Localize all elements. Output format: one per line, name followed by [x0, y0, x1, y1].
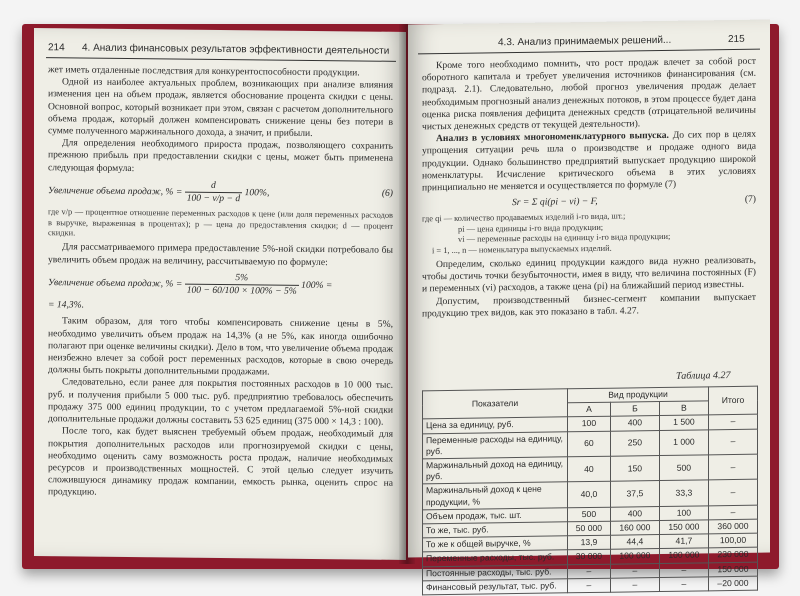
right-page — [408, 19, 770, 593]
header-product-type: Вид продукции — [568, 387, 709, 403]
table-cell: 400 — [610, 506, 659, 521]
table-cell: 40 — [568, 456, 611, 482]
table-row-label: Маржинальный доход на единицу, руб. — [423, 457, 568, 484]
table-row-label: То же, тыс. руб. — [423, 522, 568, 538]
table-cell: 100 000 — [610, 549, 659, 564]
table-cell: – — [708, 415, 757, 430]
table-cell: – — [708, 505, 757, 520]
table-cell: 100 — [659, 506, 708, 521]
table-cell: –20 000 — [708, 576, 757, 591]
table-row-label: Финансовый результат, тыс. руб. — [423, 579, 568, 595]
right-header-rule — [418, 49, 760, 55]
paragraph: После того, как будет выяснен требуемый объем продаж, необходимый для покрытия дополнительных расходов или прогнозируемой скидки с цены, необходимо оценить саму возможность роста продаж, наличие необходимых ресурсов и производственных мощностей. С этой целью следует изучить сложившуюся динамику продаж компании, емкость рынка, оценить спрос на продукцию. — [48, 425, 393, 499]
header-product-b: Б — [610, 402, 659, 417]
formula-fraction — [185, 179, 242, 205]
table-cell: 100,00 — [708, 533, 757, 548]
right-body — [422, 56, 756, 321]
table-cell: 400 — [610, 416, 659, 431]
table-cell: 250 — [610, 430, 659, 456]
table-cell: 44,4 — [610, 535, 659, 550]
paragraph: Одной из наиболее актуальных проблем, возникающих при анализе влияния изменения цен на объем продаж, является обоснование процента скидки с цены. Основной вопрос, который возникает при этом, связан с расчетом дополнительного объема продаж, который должен компенсировать снижение цены без потери в сумме полученного маржинального дохода, а значит, и прибыли. — [48, 76, 393, 139]
formula-denominator: 100 − 60/100 × 100% − 5% — [186, 284, 297, 297]
table-row-label: Объем продаж, тыс. шт. — [423, 508, 568, 524]
paragraph-text: До сих пор в целях упрощения ситуации речь шла о производстве и продаже одного вида продукции. Однако большинство предприятий выпускает продукцию широкой номенклатуры. Исчисление критического объема в этих условиях принципиально не меняется и осуществляется по формуле (7) — [422, 128, 757, 194]
formula-numerator: d — [185, 179, 242, 193]
table-cell: 60 — [568, 431, 611, 457]
left-page — [34, 28, 406, 560]
table-cell: – — [610, 563, 659, 578]
formula-number: (6) — [381, 188, 393, 200]
table-cell: 100 — [568, 417, 611, 432]
formula-denominator: 100 − v/p − d — [186, 192, 241, 205]
right-page-number: 215 — [728, 33, 745, 46]
header-indicator: Показатели — [423, 389, 568, 419]
table-cell: 150 — [610, 456, 659, 482]
formula-tail: 100% = — [301, 279, 333, 291]
paragraph: жет иметь отдаленные последствия для конкурентоспособности продукции. — [48, 64, 360, 79]
table-cell: – — [708, 480, 757, 506]
formula-7 — [422, 194, 756, 211]
table-cell: 360 000 — [708, 519, 757, 534]
paragraph: Следовательно, если ранее для покрытия постоянных расходов в 10 000 тыс. руб. и получения прибыли 5 000 тыс. руб. предприятию требовалось обеспечить продажу 375 000 единиц продукции, то с учетом предлагаемой 5%-ной скидки дополнительные продажи должны составить 53 625 единиц (375 000 × 14,3 : 100). — [48, 376, 393, 428]
table-row-label: Цена за единицу, руб. — [423, 417, 568, 433]
table-cell: 500 — [659, 455, 708, 481]
table-cell: 41,7 — [659, 534, 708, 549]
left-header-rule — [46, 57, 396, 62]
table-cell: 30 000 — [568, 550, 611, 565]
table-cell: 33,3 — [659, 480, 708, 506]
data-table — [422, 386, 758, 596]
paragraph: Таким образом, для того чтобы компенсировать снижение цены в 5%, необходимо увеличить объем продаж на 14,3% (а не 5%, как иногда ошибочно полагают при оценке величины скидки). Дело в том, что увеличение объема продаж неизбежно влечет за собой рост переменных расходов, которые в свою очередь должны быть покрыты дополнительными продажами. — [48, 315, 393, 378]
paragraph: Кроме того необходимо помнить, что рост продаж влечет за собой рост оборотного капитала и требует увеличения источников финансирования (см. подразд. 2.1). Следовательно, любой прогноз увеличения продаж делает необходимым прогнозный анализ денежных потоков, в этом процессе будет дана оценка риска появления дефицита денежных средств (отрицательной величины чистых денежных средств от текущей деятельности). — [422, 55, 756, 133]
table-cell: – — [568, 578, 611, 593]
paragraph: Для определения необходимого прироста продаж, позволяющего сохранить прежнюю прибыль при предоставлении скидки с цены, может быть применена следующая формула: — [48, 137, 393, 174]
left-body — [48, 64, 393, 502]
table-cell: 50 000 — [568, 521, 611, 536]
table-cell: 150 000 — [708, 562, 757, 577]
legend-line: vi — переменные расходы на единицу i-го вида продукции; — [458, 232, 671, 245]
table-cell: – — [659, 562, 708, 577]
table-row-label: Переменные расходы на единицу, руб. — [423, 431, 568, 458]
formula-lhs: Увеличение объема продаж, % = — [48, 276, 183, 290]
table-cell: 37,5 — [610, 481, 659, 507]
formula-legend — [422, 210, 756, 256]
paragraph: Для рассматриваемого примера предоставление 5%-ной скидки потребовало бы увеличить объем продаж на величину, рассчитываемую по формуле: — [48, 241, 393, 268]
table-cell: 40,0 — [568, 482, 611, 508]
formula-6 — [48, 178, 393, 207]
formula-fraction — [185, 271, 299, 298]
table-cell: 230 000 — [708, 548, 757, 563]
table-cell: 150 000 — [659, 520, 708, 535]
table-cell: 500 — [568, 507, 611, 522]
table-cell: – — [610, 577, 659, 592]
formula-tail: 100%, — [244, 186, 270, 199]
table-cell: – — [659, 577, 708, 592]
formula-lhs: Увеличение объема продаж, % = — [48, 184, 183, 198]
table-body — [423, 415, 758, 595]
table-row-label: Переменные расходы, тыс. руб. — [423, 550, 568, 566]
header-product-v: В — [659, 401, 708, 416]
table-row-label: Маржинальный доход к цене продукции, % — [423, 482, 568, 509]
formula-number: (7) — [744, 193, 756, 206]
table-caption: Таблица 4.27 — [676, 370, 731, 382]
section-heading: Анализ в условиях многономенклатурного выпуска. — [436, 130, 669, 145]
table-cell: 1 000 — [659, 429, 708, 455]
legend-line: где qi — количество продаваемых изделий i-го вида, шт.; — [422, 211, 626, 224]
formula-legend: где v/p — процентное отношение переменных расходов к цене (или доля переменных расходов в выручке, выраженная в процентах); p — цена до предоставления скидки; d — процент скидки. — [48, 207, 393, 238]
table-cell: 100 000 — [659, 548, 708, 563]
header-total: Итого — [708, 386, 757, 415]
formula-numerator: 5% — [185, 271, 299, 285]
table-cell: 1 500 — [659, 415, 708, 430]
paragraph: Допустим, производственный бизнес-сегмент компании выпускает продукцию трех видов, как это показано в табл. 4.27. — [422, 291, 756, 320]
table-row-label: То же к общей выручке, % — [423, 536, 568, 552]
table-cell: – — [708, 454, 757, 480]
left-running-head: 4. Анализ финансовых результатов эффективности деятельности — [82, 42, 390, 57]
legend-line: pi — цена единицы i-го вида продукции; — [458, 222, 604, 234]
formula-body: Sr = Σ qi(pi − vi) − F, — [512, 196, 598, 209]
left-page-number: 214 — [48, 42, 65, 54]
legend-line: i = 1, ..., n — номенклатура выпускаемых изделий. — [432, 243, 612, 255]
right-running-head: 4.3. Анализ принимаемых решений... — [498, 34, 672, 49]
table-cell: 13,9 — [568, 535, 611, 550]
table-cell: 160 000 — [610, 521, 659, 536]
table-cell: – — [708, 429, 757, 455]
formula-example — [48, 270, 393, 299]
paragraph — [422, 129, 756, 195]
header-product-a: А — [568, 402, 611, 417]
table-row-label: Постоянные расходы, тыс. руб. — [423, 564, 568, 580]
paragraph: Определим, сколько единиц продукции каждого вида нужно реализовать, чтобы достичь точки безубыточности, имея в виду, что величина постоянных (F) и переменных (vi) расходов, а также цена (pi) на ближайший период известны. — [422, 254, 756, 295]
formula-result: = 14,3%. — [48, 299, 85, 311]
table-cell: – — [568, 564, 611, 579]
